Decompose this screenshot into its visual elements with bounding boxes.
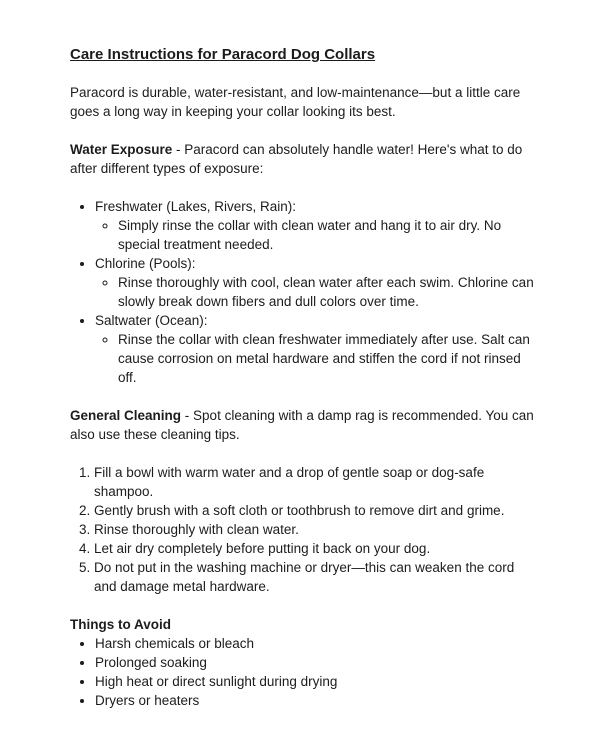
list-item-label: Saltwater (Ocean): xyxy=(95,313,208,328)
saltwater-sub-list xyxy=(95,330,540,387)
avoid-item: • High heat or direct sunlight during drying xyxy=(95,672,540,691)
cleaning-step: 3. Rinse thoroughly with clean water. xyxy=(94,520,540,539)
list-item-detail: ◦ Simply rinse the collar with clean water and hang it to air dry. No special treatment needed. xyxy=(118,216,540,254)
general-cleaning-heading: General Cleaning xyxy=(70,408,182,423)
document-title: Care Instructions for Paracord Dog Collars xyxy=(70,46,376,63)
avoid-item: • Harsh chemicals or bleach xyxy=(95,634,540,653)
intro-paragraph: Paracord is durable, water-resistant, and low-maintenance—but a little care goes a long way in keeping your collar looking its best. xyxy=(70,85,521,119)
things-to-avoid-heading: Things to Avoid xyxy=(70,617,171,632)
list-item-freshwater xyxy=(95,197,540,254)
avoid-item: • Dryers or heaters xyxy=(95,691,540,710)
list-item-label: Chlorine (Pools): xyxy=(95,256,196,271)
general-cleaning-lead-text: - Spot cleaning with a damp rag is recommended. You can also use these cleaning tips. xyxy=(70,408,534,442)
list-item-detail: ◦ Rinse the collar with clean freshwater immediately after use. Salt can cause corrosion on metal hardware and stiffen the cord if not rinsed off. xyxy=(118,330,540,387)
list-item-chlorine xyxy=(95,254,540,311)
general-cleaning-paragraph xyxy=(70,406,540,444)
cleaning-step: 2. Gently brush with a soft cloth or toothbrush to remove dirt and grime. xyxy=(94,501,540,520)
water-exposure-lead-text: - Paracord can absolutely handle water! Here's what to do after different types of exposure: xyxy=(70,142,523,176)
freshwater-sub-list xyxy=(95,216,540,254)
water-exposure-list xyxy=(70,197,540,387)
cleaning-steps-list xyxy=(70,463,540,596)
water-exposure-heading: Water Exposure xyxy=(70,142,173,157)
cleaning-step: 5. Do not put in the washing machine or dryer—this can weaken the cord and damage metal hardware. xyxy=(94,558,540,596)
list-item-saltwater xyxy=(95,311,540,387)
things-to-avoid-paragraph xyxy=(70,615,540,634)
cleaning-step: 1. Fill a bowl with warm water and a drop of gentle soap or dog-safe shampoo. xyxy=(94,463,540,501)
chlorine-sub-list xyxy=(95,273,540,311)
things-to-avoid-list xyxy=(70,634,540,710)
cleaning-step: 4. Let air dry completely before putting it back on your dog. xyxy=(94,539,540,558)
list-item-detail: ◦ Rinse thoroughly with cool, clean water after each swim. Chlorine can slowly break down fibers and dull colors over time. xyxy=(118,273,540,311)
list-item-label: Freshwater (Lakes, Rivers, Rain): xyxy=(95,199,297,214)
water-exposure-paragraph xyxy=(70,140,540,178)
avoid-item: • Prolonged soaking xyxy=(95,653,540,672)
